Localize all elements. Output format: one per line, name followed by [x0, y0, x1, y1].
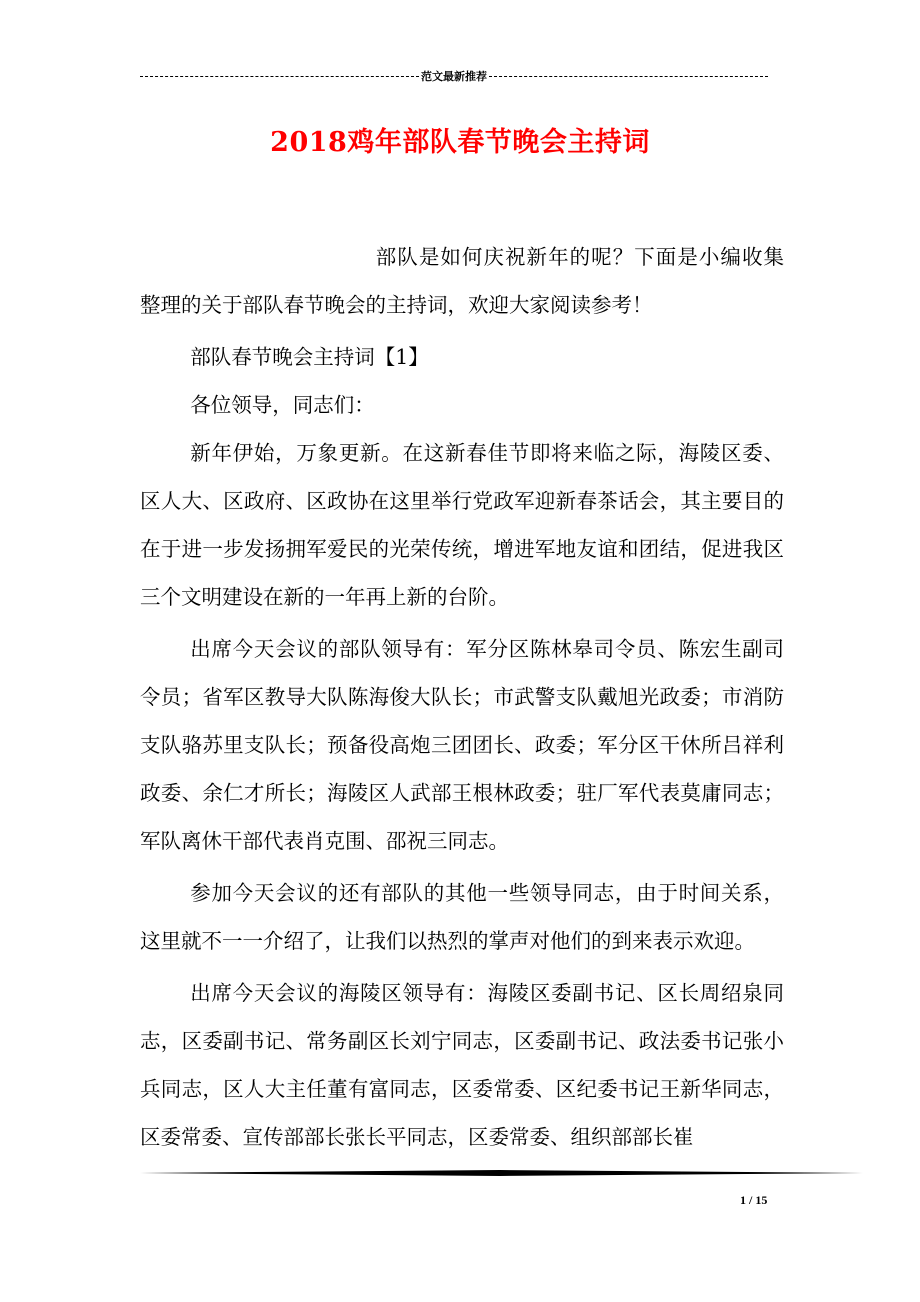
- document-title: 2018鸡年部队春节晚会主持词: [270, 127, 650, 158]
- header-label: 范文最新推荐: [421, 70, 487, 83]
- page-header: [140, 67, 768, 85]
- document-body: [140, 233, 784, 1161]
- page-number: 1 / 15: [740, 1193, 768, 1207]
- header-dash-left: [140, 76, 419, 77]
- section-heading: 部队春节晚会主持词【1】: [190, 345, 429, 369]
- body-paragraph: 参加今天会议的还有部队的其他一些领导同志，由于时间关系，这里就不一一介绍了，让我们以热烈的掌声对他们的到来表示欢迎。: [140, 881, 784, 953]
- header-dash-right: [489, 76, 768, 77]
- body-paragraph: 出席今天会议的部队领导有：军分区陈林皋司令员、陈宏生副司令员；省军区教导大队陈海俊大队长；市武警支队戴旭光政委；市消防支队骆苏里支队长；预备役高炮三团团长、政委；军分区干休所吕祥利政委、余仁才所长；海陵区人武部王根林政委；驻厂军代表莫庸同志；军队离休干部代表肖克围、邵祝三同志。: [140, 637, 784, 853]
- intro-paragraph: 部队是如何庆祝新年的呢？下面是小编收集整理的关于部队春节晚会的主持词，欢迎大家阅读参考！: [140, 245, 784, 317]
- body-paragraph: 出席今天会议的海陵区领导有：海陵区委副书记、区长周绍泉同志，区委副书记、常务副区长刘宁同志，区委副书记、政法委书记张小兵同志，区人大主任董有富同志，区委常委、区纪委书记王新华同志，区委常委、宣传部部长张长平同志，区委常委、组织部部长崔: [140, 981, 784, 1149]
- footer-rule: [140, 1170, 863, 1176]
- body-paragraph: 新年伊始，万象更新。在这新春佳节即将来临之际，海陵区委、区人大、区政府、区政协在这里举行党政军迎新春茶话会，其主要目的在于进一步发扬拥军爱民的光荣传统，增进军地友谊和团结，促进我区三个文明建设在新的一年再上新的台阶。: [140, 441, 784, 609]
- salutation: 各位领导，同志们：: [190, 393, 375, 417]
